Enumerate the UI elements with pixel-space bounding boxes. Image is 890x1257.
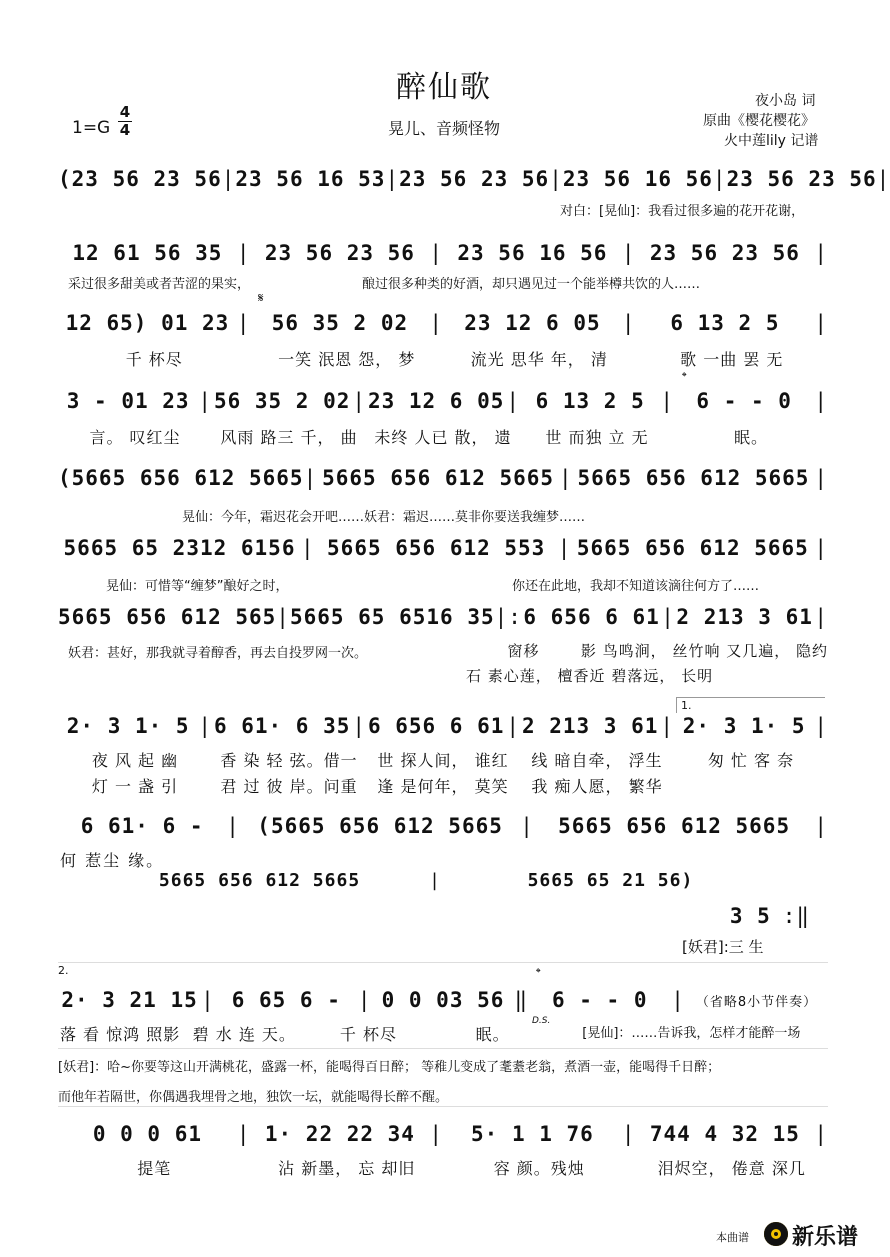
lyric: 君 过 彼 岸。问重 [220,777,358,796]
measure: 6 - - 0 [696,389,792,413]
dialogue-line: 而他年若隔世，你偶遇我埋骨之地，独饮一坛，就能喝得长醉不醒。 [58,1090,449,1105]
original-song: 原曲《樱花樱花》 [703,113,815,129]
lyric: 未终 人已 散， 遗 [374,428,512,447]
lyric: 影 鸟鸣涧， 丝竹 [580,642,705,660]
ds-mark: D.S. [532,1016,551,1026]
lyric: 世 而独 立 无 [545,428,649,447]
score-row: 0 0 0 61 | 1· 22 22 34 | 5· 1 1 76 | 744 4 32 15 | [58,1118,828,1150]
measure: 6 13 2 5 [670,311,780,335]
measure: 6 65 6 - [231,988,341,1012]
measure: 1· 22 22 34 [264,1122,415,1146]
lyric: [晃仙]：……告诉我，怎样才能醉一场 [582,1026,801,1041]
measure: （省略8小节伴奏） [695,994,818,1010]
measure: 5665 656 612 5665 [576,536,809,560]
lyric-row [58,1156,828,1178]
score-row: 12 65) 01 23 | 56 35 2 02 | 23 12 6 05 | 6 13 2 5 | [58,307,828,339]
lyric: 碧 水 连 天。 [192,1025,296,1044]
lyric-row [58,425,828,447]
measure: (5665 656 612 5665 [58,466,304,490]
lyric: 我 痴人愿， 繁华 [531,777,663,796]
measure: 2 213 3 61 [521,714,659,738]
measure: 6 61· 6 35 [213,714,351,738]
measure: 5665 656 612 5665 [322,466,555,490]
lyric: 石 素心莲， 檀香 [466,667,590,685]
measure: 2 213 3 61 [676,605,813,629]
lyric: 线 暗自牵， 浮生 [531,751,663,770]
measure: 2· 3 1· 5 [66,714,190,738]
measure: 56 35 2 02 [271,311,409,335]
dialogue-line: 采过很多甜美或者苦涩的果实， [68,277,251,292]
lyric: 窗移 [507,642,540,660]
score-row: 5665 65 2312 6156 | 5665 656 612 553 | 5665 656 612 5665 | [58,532,828,564]
measure: 5665 65 2312 6156 [63,536,296,560]
measure: 5665 656 612 553 [327,536,546,560]
measure: 23 56 23 56 [264,241,415,265]
measure: 5665 65 6516 35 [289,605,495,629]
time-sig-bottom: 4 [119,121,131,139]
lyric [713,665,828,687]
measure: 23 56 23 56 [399,167,550,191]
dialogue-line: 晃仙：今年，霜迟花会开吧……妖君：霜迟……莫非你要送我缠梦…… [182,510,586,525]
volta-2: 2. [58,964,69,977]
dialogue-line: 你还在此地，我却不知道该滴往何方了…… [512,579,760,594]
lyric: 逢 是何年， 莫笑 [377,777,509,796]
dialogue-line: 对白：[晃仙]：我看过很多遍的花开花谢， [560,204,805,219]
lyric: 世 探人间， 谁红 [377,751,509,770]
measure: 6 656 6 61 [367,714,505,738]
lyric: 近 碧落远， 长明 [589,667,714,685]
lyric: 歌 一曲 罢 无 [680,350,784,369]
lyric: 容 颜。残烛 [493,1159,585,1178]
lyric [674,774,828,796]
divider [58,962,828,963]
lyricist: 夜小岛 词 [755,93,816,109]
lyric: 夜 风 起 幽 [91,751,179,770]
measure: 3 - 01 23 [66,389,190,413]
score-row: 5665 656 612 565 | 5665 65 6516 35 |: 6 656 6 61 | 2 213 3 61 | [58,605,828,629]
measure: 5665 656 612 5665 [558,814,791,838]
measure: 2· 3 1· 5 [682,714,806,738]
measure: 2· 3 21 15 [61,988,198,1012]
measure: 23 56 16 53 [235,167,386,191]
volta-1: 1. [676,697,825,713]
measure: 6 - - 0 [551,988,648,1012]
coda-mark: 𝄌 [536,966,541,981]
lyric: 灯 一 盏 引 [91,777,179,796]
score-row: 6 61· 6 - | (5665 656 612 5665 | 5665 656 612 5665 | [58,810,828,842]
footer-caption: 本曲谱 [716,1231,749,1244]
lyric-row [466,665,828,687]
score-row: (5665 656 612 5665 | 5665 656 612 5665 | 5665 656 612 5665 | [58,466,829,490]
page-title: 醉仙歌 [396,70,492,105]
measure: 0 0 03 56 [381,988,505,1012]
lyric-row [466,640,828,662]
measure: 23 56 16 56 [562,167,713,191]
tail-notes: 3 5 :‖ [718,900,810,932]
lyric: 眠。 [733,428,768,447]
divider [58,1048,828,1049]
measure: 6 61· 6 - [80,814,204,838]
lyric-row [58,774,828,796]
lyric: 泪烬空， 倦意 深几 [657,1159,806,1178]
score-row: (23 56 23 56 | 23 56 16 53 | 23 56 23 56 | 23 56 16 56 | 23 56 23 56 | [58,167,890,191]
lyric: [妖君]:三 生 [682,938,764,956]
time-sig-top: 4 [119,103,131,121]
lyric: 匆 忙 客 奈 [707,751,795,770]
divider [58,1106,828,1107]
lyric: 千 杯尽 [339,1025,398,1044]
time-signature [118,104,132,139]
measure: 0 0 0 61 [92,1122,202,1146]
transcriber: 火中莲lily 记谱 [724,133,819,149]
measure: 5665 656 612 5665 [577,466,810,490]
key-signature: 1=G [72,118,111,138]
singers: 晃儿、音频怪物 [387,119,500,138]
measure: 5665 65 21 56) [527,869,694,891]
score-row: 12 61 56 35 | 23 56 23 56 | 23 56 16 56 | 23 56 23 56 | [58,237,828,269]
dialogue-line: 酿过很多种类的好酒，却只遇见过一个能举樽共饮的人…… [362,277,701,292]
measure: (5665 656 612 5665 [257,814,503,838]
dialogue-line: 妖君：甚好，那我就寻着醇香，再去自投罗网一次。 [68,646,368,661]
score-row: 2· 3 21 15 | 6 65 6 - | 0 0 03 56 ‖ 6 - - 0 | （省略8小节伴奏） [58,984,828,1016]
lyric: 落 看 惊鸿 照影 [59,1025,181,1044]
segno-mark: 𝄋 [258,291,264,306]
lyric-row [58,347,828,369]
lyric: 提笔 [137,1159,172,1178]
measure: 23 12 6 05 [367,389,505,413]
lyric: 一笑 泯恩 怨， 梦 [278,350,416,369]
record-disc-icon [764,1222,788,1246]
measure: 23 56 23 56 [726,167,877,191]
score-row: 3 - 01 23 | 56 35 2 02 | 23 12 6 05 | 6 13 2 5 | 6 - - 0 | [58,385,828,417]
lyric: 千 杯尽 [125,350,183,369]
lyric: 言。 叹红尘 [89,428,181,447]
measure: 23 56 23 56 [649,241,800,265]
measure: 3 5 [729,904,771,928]
brand-logo: 新乐谱 [792,1225,859,1250]
lyric: 香 染 轻 弦。借一 [220,751,358,770]
measure: 12 65) 01 23 [65,311,230,335]
measure: 5· 1 1 76 [471,1122,594,1146]
measure: 744 4 32 15 [649,1122,800,1146]
dialogue-line: 晃仙：可惜等“缠梦”酿好之时， [106,579,289,594]
lyric-row [58,1022,828,1044]
measure: 12 61 56 35 [72,241,223,265]
alt-score-row: 5665 656 612 5665 | 5665 65 21 56) [90,864,780,896]
lyric: 何 惹尘 缘。 [60,851,165,870]
measure: (23 56 23 56 [58,167,222,191]
dialogue-line: [妖君]：哈~你要等这山开满桃花，盛露一杯，能喝得百日醉； 等稚儿变成了耄耋老翁，煮酒一壶，能喝得千日醉； [58,1060,721,1075]
measure: 5665 656 612 565 [58,605,277,629]
measure: 23 12 6 05 [464,311,601,335]
measure: 6 13 2 5 [535,389,645,413]
lyric: 沾 新墨， 忘 却旧 [278,1159,416,1178]
lyric: 流光 思华 年， 清 [470,350,608,369]
lyric-row [58,748,828,770]
lyric: 眠。 [475,1025,510,1044]
measure: 56 35 2 02 [213,389,351,413]
measure: 5665 656 612 5665 [158,869,361,891]
measure: 23 56 16 56 [457,241,608,265]
score-row: 2· 3 1· 5 | 6 61· 6 35 | 6 656 6 61 | 2 213 3 61 | 2· 3 1· 5 | [58,710,828,742]
measure: 6 656 6 61 [523,605,660,629]
lyric: 响 又几遍， 隐约 [704,642,828,660]
coda-mark: 𝄌 [682,370,687,385]
lyric: 风雨 路三 千， 曲 [220,428,358,447]
